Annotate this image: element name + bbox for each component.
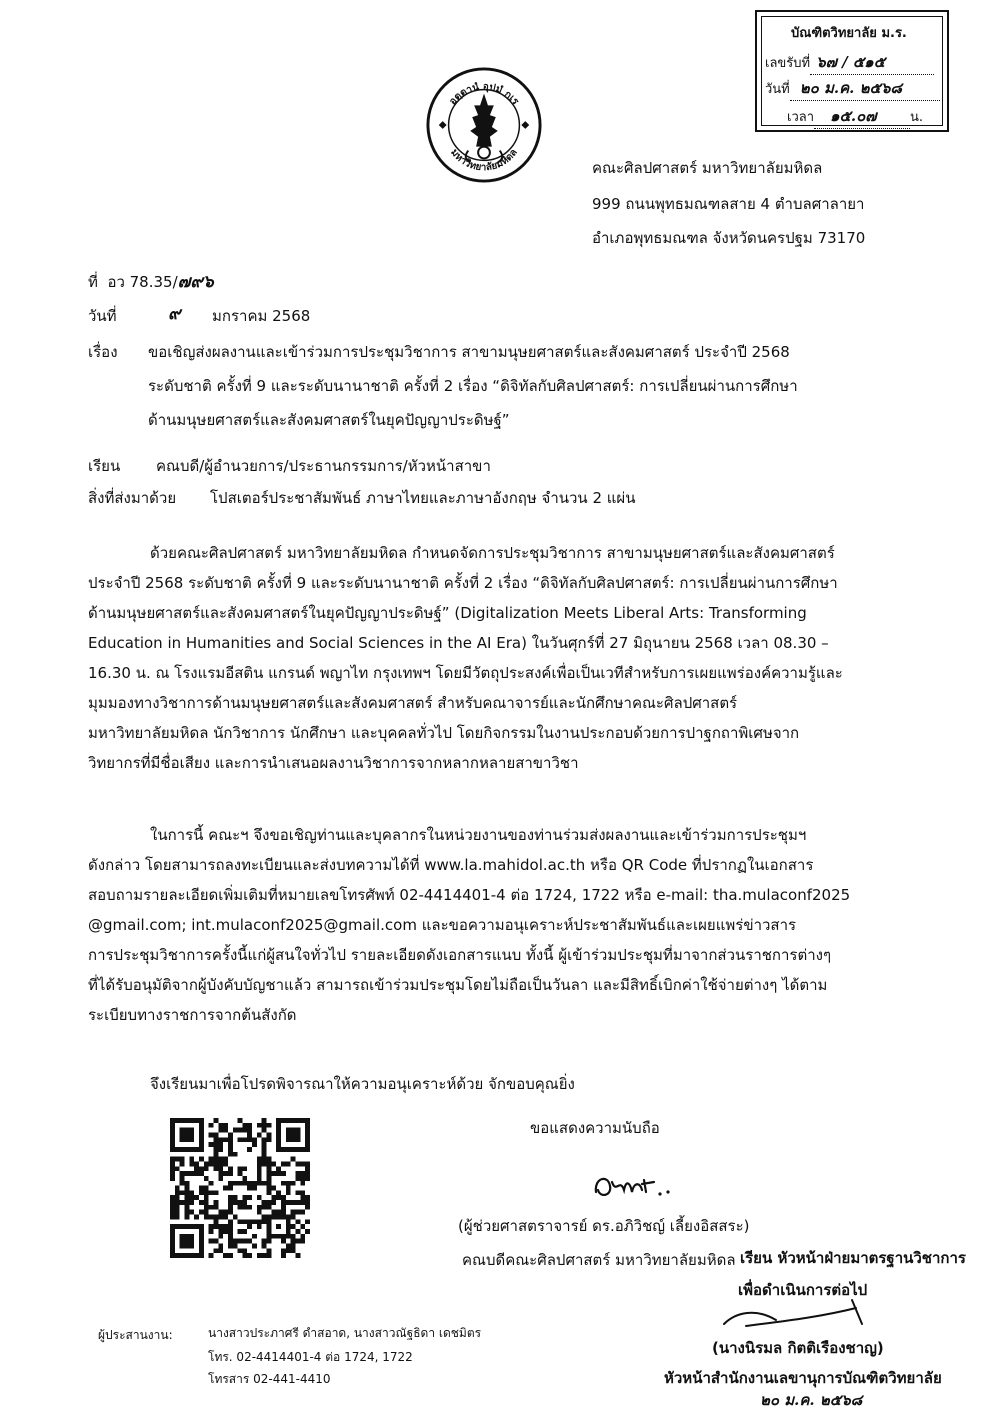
signatory-name: (ผู้ช่วยศาสตราจารย์ ดร.อภิวิชญ์ เลี้ยงอิสสระ) xyxy=(458,1217,750,1235)
body-p2-line: ที่ได้รับอนุมัติจากผู้บังคับบัญชาแล้ว สามารถเข้าร่วมประชุมโดยไม่ถือเป็นวันลา และมีสิทธิ์เบิกค่าใช้จ่ายต่างๆ ได้ตาม xyxy=(88,976,828,994)
body-p2-line: @gmail.com; int.mulaconf2025@gmail.com และขอความอนุเคราะห์ประชาสัมพันธ์และเผยแพร่ข่าวสาร xyxy=(88,916,797,934)
stamp-receive-label: เลขรับที่ xyxy=(765,56,811,71)
date-label: วันที่ xyxy=(88,307,117,325)
signature-regards: ขอแสดงความนับถือ xyxy=(530,1119,660,1137)
stamp-receive-row xyxy=(765,50,934,75)
seal-motto: อตฺตานํ อุปมํ กเร xyxy=(447,81,521,108)
seal-university-name: มหาวิทยาลัยมหิดล xyxy=(448,147,520,174)
coordinator-names: นางสาวประภาศรี ดำสอาด, นางสาวณัฐธิดา เดชมิตร xyxy=(208,1326,482,1340)
sender-address-street: 999 ถนนพุทธมณฑลสาย 4 ตำบลศาลายา xyxy=(592,195,865,213)
coordinator-fax: โทรสาร 02-441-4410 xyxy=(208,1372,331,1386)
body-paragraph-2 xyxy=(88,820,888,1030)
body-p1-line: 16.30 น. ณ โรงแรมอีสติน แกรนด์ พญาไท กรุงเทพฯ โดยมีวัตถุประสงค์เพื่อเป็นเวทีสำหรับการเผยแพร่องค์ความรู้และ xyxy=(88,664,843,682)
body-p1-line: วิทยากรที่มีชื่อเสียง และการนำเสนอผลงานวิชาการจากหลากหลายสาขาวิชา xyxy=(88,754,579,772)
body-p2-line: สอบถามรายละเอียดเพิ่มเติมที่หมายเลขโทรศัพท์ 02-4414401-4 ต่อ 1724, 1722 หรือ e-mail: tha.mulaconf2025 xyxy=(88,886,851,904)
body-p1-line: ด้วยคณะศิลปศาสตร์ มหาวิทยาลัยมหิดล กำหนดจัดการประชุมวิชาการ สาขามนุษยศาสตร์และสังคมศาสตร์ xyxy=(150,544,835,562)
body-p1-line: ประจำปี 2568 ระดับชาติ ครั้งที่ 9 และระดับนานาชาติ ครั้งที่ 2 เรื่อง “ดิจิทัลกับศิลปศาสตร์: การเปลี่ยนผ่านการศึกษา xyxy=(88,574,838,592)
endorsement-signature xyxy=(716,1296,876,1334)
university-seal-logo xyxy=(425,66,543,184)
body-p2-line: ระเบียบทางราชการจากต้นสังกัด xyxy=(88,1006,297,1024)
body-p1-line: มหาวิทยาลัยมหิดล นักวิชาการ นักศึกษา และบุคคลทั่วไป โดยกิจกรรมในงานประกอบด้วยการปาฐกถาพิเศษจาก xyxy=(88,724,800,742)
stamp-time-unit: น. xyxy=(910,110,924,125)
reference-label: ที่ xyxy=(88,273,98,291)
subject-line-1: ขอเชิญส่งผลงานและเข้าร่วมการประชุมวิชาการ สาขามนุษยศาสตร์และสังคมศาสตร์ ประจำปี 2568 xyxy=(148,343,790,361)
closing-sentence: จึงเรียนมาเพื่อโปรดพิจารณาให้ความอนุเคราะห์ด้วย จักขอบคุณยิ่ง xyxy=(150,1075,575,1093)
body-p2-line: ดังกล่าว โดยสามารถลงทะเบียนและส่งบทความได้ที่ www.la.mahidol.ac.th หรือ QR Code ที่ปรากฏในเอกสาร xyxy=(88,856,814,874)
endorsement-line-2: เพื่อดำเนินการต่อไป xyxy=(738,1281,868,1299)
body-p1-line: มุมมองทางวิชาการด้านมนุษยศาสตร์และสังคมศาสตร์ สำหรับคณาจารย์และนักศึกษาคณะศิลปศาสตร์ xyxy=(88,694,738,712)
endorser-name: (นางนิรมล กิตติเรืองชาญ) xyxy=(712,1339,884,1357)
recipient-label: เรียน xyxy=(88,457,121,475)
recipient-value: คณบดี/ผู้อำนวยการ/ประธานกรรมการ/หัวหน้าสาขา xyxy=(156,457,491,475)
endorsement-line-1: เรียน หัวหน้าฝ่ายมาตรฐานวิชาการ xyxy=(740,1249,966,1267)
body-p2-line: การประชุมวิชาการครั้งนี้แก่ผู้สนใจทั่วไป รายละเอียดดังเอกสารแนบ ทั้งนี้ ผู้เข้าร่วมประชุมที่มาจากส่วนราชการต่างๆ xyxy=(88,946,832,964)
body-p1-line: Education in Humanities and Social Sciences in the AI Era) ในวันศุกร์ที่ 27 มิถุนายน 2568 เวลา 08.30 – xyxy=(88,634,829,652)
date-day-handwritten: ๙ xyxy=(168,304,181,324)
receipt-stamp xyxy=(755,10,949,132)
stamp-org: บัณฑิตวิทยาลัย ม.ร. xyxy=(791,26,907,41)
body-p1-line: ด้านมนุษยศาสตร์และสังคมศาสตร์ในยุคปัญญาประดิษฐ์” (Digitalization Meets Liberal Arts: Transforming xyxy=(88,604,807,622)
endorser-position: หัวหน้าสำนักงานเลขานุการบัณฑิตวิทยาลัย xyxy=(664,1369,942,1387)
stamp-time-label: เวลา xyxy=(787,110,815,125)
reference-number: อว 78.35/ xyxy=(107,273,178,291)
registration-qr-code[interactable] xyxy=(170,1118,310,1258)
stamp-date-label: วันที่ xyxy=(765,82,790,97)
stamp-date-value: ๒๐ ม.ค. ๒๕๖๘ xyxy=(790,76,940,101)
body-p2-line: ในการนี้ คณะฯ จึงขอเชิญท่านและบุคลากรในหน่วยงานของท่านร่วมส่งผลงานและเข้าร่วมการประชุมฯ xyxy=(150,826,807,844)
stamp-receive-number: ๖๗ / ๕๑๕ xyxy=(810,50,934,75)
body-paragraph-1 xyxy=(88,538,888,778)
stamp-date-row xyxy=(765,76,940,101)
handwritten-signature xyxy=(590,1168,680,1204)
sender-faculty: คณะศิลปศาสตร์ มหาวิทยาลัยมหิดล xyxy=(592,159,823,177)
signatory-position: คณบดีคณะศิลปศาสตร์ มหาวิทยาลัยมหิดล xyxy=(462,1251,736,1269)
coordinator-label: ผู้ประสานงาน: xyxy=(98,1328,173,1342)
endorsement-date: ๒๐ ม.ค. ๒๕๖๘ xyxy=(760,1391,863,1409)
enclosure-value: โปสเตอร์ประชาสัมพันธ์ ภาษาไทยและภาษาอังกฤษ จำนวน 2 แผ่น xyxy=(210,489,636,507)
stamp-time-value: ๑๕.๐๗ xyxy=(814,104,910,129)
sender-address-province: อำเภอพุทธมณฑล จังหวัดนครปฐม 73170 xyxy=(592,229,866,247)
coordinator-phone: โทร. 02-4414401-4 ต่อ 1724, 1722 xyxy=(208,1350,413,1364)
subject-label: เรื่อง xyxy=(88,343,118,361)
subject-line-2: ระดับชาติ ครั้งที่ 9 และระดับนานาชาติ ครั้งที่ 2 เรื่อง “ดิจิทัลกับศิลปศาสตร์: การเปลี่ยนผ่านการศึกษา xyxy=(148,377,798,395)
subject-line-3: ด้านมนุษยศาสตร์และสังคมศาสตร์ในยุคปัญญาประดิษฐ์” xyxy=(148,411,510,429)
reference-handwritten-number: ๗๙๖ xyxy=(177,272,214,292)
date-month-year: มกราคม 2568 xyxy=(212,307,311,325)
stamp-time-row xyxy=(787,104,923,129)
reference-row xyxy=(88,272,214,292)
enclosure-label: สิ่งที่ส่งมาด้วย xyxy=(88,489,177,507)
